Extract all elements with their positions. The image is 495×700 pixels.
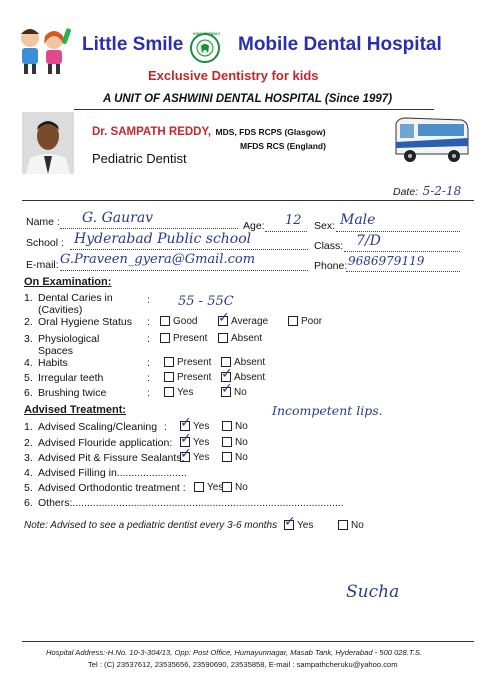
exam-num-2: 2. — [24, 316, 33, 328]
hygiene-poor-checkbox[interactable] — [288, 316, 298, 326]
exam-label-2: Oral Hygiene Status — [38, 316, 132, 328]
caries-value[interactable]: 55 - 55C — [178, 294, 234, 309]
brand-right: Mobile Dental Hospital — [238, 34, 442, 55]
kids-friendly-ring-text: KIDS FRIENDLY — [193, 32, 221, 36]
check-mark-icon: ✓ — [284, 514, 296, 531]
date-field — [393, 182, 461, 200]
exam-num-4: 4. — [24, 357, 33, 369]
exam-num-6: 6. — [24, 387, 33, 399]
exam-colon-1: : — [147, 294, 150, 306]
irregular-present[interactable] — [164, 372, 211, 383]
exam-num-3: 3. — [24, 333, 33, 345]
name-value[interactable]: G. Gaurav — [82, 210, 154, 226]
brushing-no-checkbox[interactable] — [221, 381, 233, 398]
doctor-quals-2: MFDS RCS (England) — [240, 141, 326, 151]
scaling-yes[interactable] — [180, 415, 210, 432]
note-yes-label: Yes — [297, 520, 314, 531]
sex-value[interactable]: Male — [340, 212, 376, 228]
sealants-yes[interactable] — [180, 446, 210, 463]
phone-value[interactable]: 9686979119 — [348, 254, 425, 268]
ortho-yes-label: Yes — [207, 482, 224, 493]
advised-label-5: Advised Orthodontic treatment : — [38, 482, 186, 494]
tagline: Exclusive Dentistry for kids — [148, 68, 319, 83]
note-no-checkbox[interactable] — [338, 520, 348, 530]
note-text: Note: Advised to see a pediatric dentist every 3-6 months — [24, 520, 278, 531]
top-divider — [22, 200, 474, 201]
advised-num-4: 4. — [24, 467, 33, 479]
exam-colon-4: : — [147, 357, 150, 369]
habits-absent-label: Absent — [234, 357, 266, 368]
kids-logo — [12, 22, 74, 78]
exam-colon-5: : — [147, 372, 150, 384]
note-yes[interactable] — [284, 514, 314, 531]
footer-contact: Tel : (C) 23537612, 23535656, 23590690, 23535858, E-mail : sampathcheruku@yahoo.com — [88, 660, 398, 669]
check-mark-icon: ✓ — [221, 381, 233, 398]
advised-label-3: Advised Pit & Fissure Sealants: — [38, 452, 185, 464]
spaces-present-checkbox[interactable] — [160, 333, 170, 343]
sealants-no[interactable] — [222, 452, 248, 463]
fluoride-no[interactable] — [222, 437, 248, 448]
advised-label-4: Advised Filling in........................ — [38, 467, 187, 479]
ortho-no[interactable] — [222, 482, 248, 493]
hygiene-good-checkbox[interactable] — [160, 316, 170, 326]
sealants-no-label: No — [235, 452, 248, 463]
name-line — [60, 228, 238, 229]
habits-present-label: Present — [177, 357, 212, 368]
scaling-no-checkbox[interactable] — [222, 421, 232, 431]
hygiene-poor[interactable] — [288, 316, 322, 327]
scaling-no[interactable] — [222, 421, 248, 432]
date-value[interactable]: 5-2-18 — [422, 184, 462, 198]
advised-label-6: Others:............................................................................................. — [38, 497, 344, 509]
ortho-yes-checkbox[interactable] — [194, 482, 204, 492]
doctor-name — [92, 122, 326, 140]
doctor-quals: MDS, FDS RCPS (Glasgow) — [215, 127, 326, 137]
spaces-absent[interactable] — [218, 333, 262, 344]
exam-num-5: 5. — [24, 372, 33, 384]
sealants-yes-checkbox[interactable] — [180, 446, 192, 463]
note-no-label: No — [351, 520, 364, 531]
advised-num-1: 1. — [24, 421, 33, 433]
exam-label-3b: Spaces — [38, 345, 74, 357]
sealants-yes-label: Yes — [193, 452, 210, 463]
exam-label-3: Physiological — [38, 333, 100, 345]
exam-label-4: Habits — [38, 357, 68, 369]
advised-label-2: Advised Flouride application: — [38, 437, 173, 449]
spaces-present-label: Present — [173, 333, 208, 344]
phone-label: Phone: — [314, 260, 348, 272]
exam-label-1b: (Cavities) — [38, 304, 83, 316]
bus-icon — [392, 116, 470, 166]
school-value[interactable]: Hyderabad Public school — [74, 231, 252, 247]
class-line — [344, 251, 460, 252]
fluoride-no-checkbox[interactable] — [222, 437, 232, 447]
exam-num-1: 1. — [24, 292, 33, 304]
scaling-yes-checkbox[interactable] — [180, 415, 192, 432]
brushing-no[interactable] — [221, 381, 247, 398]
advised-num-6: 6. — [24, 497, 33, 509]
date-label: Date: — [393, 186, 419, 198]
brand-left: Little Smile — [82, 34, 184, 55]
signature: Sucha — [346, 582, 400, 602]
age-value[interactable]: 12 — [285, 213, 302, 228]
sex-line — [336, 231, 460, 232]
note-yes-checkbox[interactable] — [284, 514, 296, 531]
advised-heading: Advised Treatment: — [24, 404, 127, 416]
scaling-no-label: No — [235, 421, 248, 432]
advised-num-3: 3. — [24, 452, 33, 464]
age-line — [265, 231, 307, 232]
check-mark-icon: ✓ — [180, 446, 192, 463]
doctor-name-text: Dr. SAMPATH REDDY, — [92, 126, 212, 138]
irregular-absent-label: Absent — [234, 372, 266, 383]
irregular-present-checkbox[interactable] — [164, 372, 174, 382]
hygiene-poor-label: Poor — [301, 316, 323, 327]
header-divider — [74, 109, 434, 110]
hygiene-average-checkbox[interactable] — [218, 310, 230, 327]
sealants-no-checkbox[interactable] — [222, 452, 232, 462]
ortho-no-checkbox[interactable] — [222, 482, 232, 492]
note-no[interactable] — [338, 520, 364, 531]
check-mark-icon: ✓ — [221, 366, 233, 383]
spaces-absent-label: Absent — [231, 333, 263, 344]
exam-colon-3: : — [147, 333, 150, 345]
habits-present[interactable] — [164, 357, 211, 368]
advised-label-1: Advised Scaling/Cleaning — [38, 421, 158, 433]
ortho-no-label: No — [235, 482, 248, 493]
hygiene-average[interactable] — [218, 310, 269, 327]
doctor-title: Pediatric Dentist — [92, 151, 187, 166]
check-mark-icon: ✓ — [180, 431, 192, 448]
hygiene-good-label: Good — [173, 316, 198, 327]
exam-heading: On Examination: — [24, 276, 112, 288]
advised-note-handwritten[interactable]: Incompetent lips. — [272, 403, 383, 418]
hygiene-good[interactable] — [160, 316, 197, 327]
name-label: Name : — [26, 216, 60, 228]
brushing-no-label: No — [234, 387, 247, 398]
exam-colon-6: : — [147, 387, 150, 399]
hygiene-average-label: Average — [231, 316, 269, 327]
class-label: Class: — [314, 240, 344, 252]
age-label: Age: — [243, 220, 265, 232]
email-label: E-mail: — [26, 259, 59, 271]
doctor-photo — [22, 112, 74, 174]
advised-num-2: 2. — [24, 437, 33, 449]
advised-num-5: 5. — [24, 482, 33, 494]
spaces-present[interactable] — [160, 333, 207, 344]
school-line — [70, 249, 308, 250]
exam-label-6: Brushing twice — [38, 387, 107, 399]
brushing-yes[interactable] — [164, 387, 193, 398]
email-value[interactable]: G.Praveen_gyera@Gmail.com — [60, 252, 256, 267]
email-line — [60, 270, 308, 271]
brushing-yes-checkbox[interactable] — [164, 387, 174, 397]
check-mark-icon: ✓ — [180, 415, 192, 432]
exam-colon-2: : — [147, 316, 150, 328]
habits-present-checkbox[interactable] — [164, 357, 174, 367]
scaling-yes-label: Yes — [193, 421, 210, 432]
kids-friendly-badge — [190, 33, 220, 63]
fluoride-no-label: No — [235, 437, 248, 448]
unit-line: A UNIT OF ASHWINI DENTAL HOSPITAL (Since 1997) — [103, 93, 393, 105]
exam-label-1: Dental Caries in — [38, 292, 113, 304]
brushing-yes-label: Yes — [177, 387, 194, 398]
sex-label: Sex: — [314, 220, 336, 232]
footer-divider — [22, 641, 474, 642]
footer-address: Hospital Address:-H.No. 10-3-304/13, Opp: Post Office, Humayunnagar, Masab Tank, Hyderabad - 500 028.T.S. — [46, 648, 423, 657]
irregular-present-label: Present — [177, 372, 212, 383]
class-value[interactable]: 7/D — [356, 233, 381, 249]
advised-colon-1: : — [164, 421, 167, 433]
fluoride-yes-label: Yes — [193, 437, 210, 448]
spaces-absent-checkbox[interactable] — [218, 333, 228, 343]
phone-line — [346, 271, 460, 272]
exam-label-5: Irregular teeth — [38, 372, 104, 384]
ortho-yes[interactable] — [194, 482, 223, 493]
check-mark-icon: ✓ — [218, 310, 230, 327]
school-label: School : — [26, 237, 64, 249]
